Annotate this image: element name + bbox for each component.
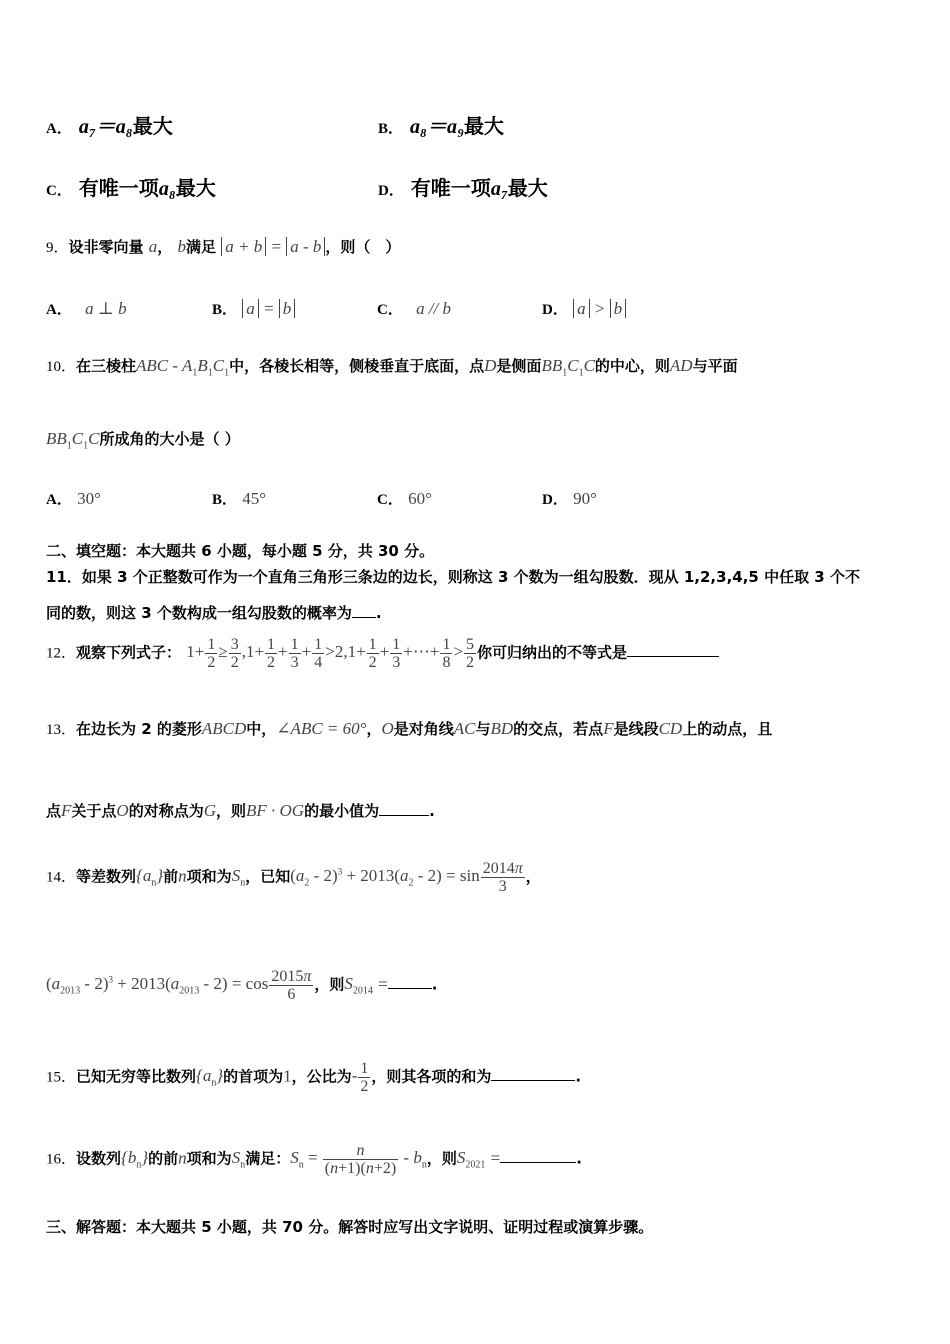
q11-line2: 同的数，则这 3 个数构成一组勾股数的概率为 . [46, 604, 382, 622]
q13-stem-line2: 点F关于点O的对称点为G，则BF · OG的最小值为 . [46, 801, 435, 820]
q15-stem: 15．已知无穷等比数列$\{a_n\}$的首项为1，公比为- $\frac{1}{2}$ ，则其各项的和为 . [46, 1060, 582, 1095]
q16-answer-blank [500, 1148, 576, 1163]
q12-formula: 1+ $\frac{1}{2}$ ≥ $\frac{3}{2}$ ,1+ $\frac{1}{2}$ + $\frac{1}{3}$ + $\frac{1}{4}$ >2,1+ $\frac{1}{2}$ + $\frac{1}{3}$ +⋯+ $\frac{1}{8}$ > $\frac{5}{2}$ [186, 636, 475, 671]
q8-d-expr: a₇ [490, 178, 508, 200]
q9-condition: a + b = a - b [221, 237, 325, 256]
q12-stem: 12．观察下列式子： 1+ $\frac{1}{2}$ ≥ $\frac{3}{2}$ ,1+ $\frac{1}{2}$ + $\frac{1}{3}$ + $\frac{1}{4}$ >2,1+ $\frac{1}{2}$ + $\frac{1}{3}$ +⋯+ $\frac{1}{8}$ > $\frac{5}{2}$ 你可归纳出的不等式是 [46, 636, 719, 671]
q14-equation-2: $(a_{2013} - 2)^3 + 2013(a_{2013} - 2) = \cos$ $\frac{2015\pi}{6}$ [46, 968, 312, 1003]
q10-option-b: B． 45° [212, 489, 267, 508]
q9-option-a: A． a ⊥ b [46, 299, 127, 318]
q8-a-expr: a₇＝a₈ [78, 116, 133, 138]
q16-stem: 16．设数列$\{b_n\}$的前n项和为$S_n$满足：$S_n$ = $\frac{n}{(n+1)(n+2)}$ - $b_n$，则$S_{2021}$ = . [46, 1142, 582, 1177]
q10-option-c: C． 60° [377, 489, 432, 508]
q10-stem: 10．在三棱柱ABC - $A_1B_1C_1$中，各棱长相等，侧棱垂直于底面，点D是侧面$BB_1C_1C$的中心，则AD与平面 [46, 356, 738, 379]
q11-answer-blank [352, 603, 376, 618]
q11-line1: 11．如果 3 个正整数可作为一个直角三角形三条边的边长，则称这 3 个数为一组勾股数．现从 1,2,3,4,5 中任取 3 个不 [46, 568, 860, 586]
q15-answer-blank [491, 1066, 575, 1081]
q10-option-a: A． 30° [46, 489, 101, 508]
q10-option-d: D． 90° [542, 489, 597, 508]
q8-option-b: B． a₈＝a₉最大 [378, 114, 504, 138]
q14-answer-blank [388, 974, 432, 989]
q9-option-c: C． a // b [377, 299, 452, 318]
q14-stem: 14．等差数列$\{a_n\}$前n项和为$S_n$，已知$(a_2 - 2)^3 + 2013(a_2 - 2) = \sin$ $\frac{2014\pi}{3}$ ， [46, 860, 541, 895]
q15-ratio: - $\frac{1}{2}$ [351, 1060, 369, 1095]
q9-option-d: D． a > b [542, 298, 626, 319]
q12-answer-blank [627, 642, 719, 657]
q9-option-b: B． a = b [212, 298, 295, 319]
q14-stem-line2: $(a_{2013} - 2)^3 + 2013(a_{2013} - 2) = \cos$ $\frac{2015\pi}{6}$ ，则$S_{2014}$ = . [46, 968, 438, 1003]
q10-stem-line2: $BB_1C_1C$所成角的大小是（ ） [46, 429, 240, 452]
q8-option-a: A． a₇＝a₈最大 [46, 114, 173, 138]
q8-c-expr: a₈ [158, 178, 176, 200]
q8-option-d: D． 有唯一项a₇最大 [378, 176, 548, 200]
q9-stem: 9．设非零向量 a， b满足 a + b = a - b ，则（ ） [46, 237, 401, 256]
q13-stem: 13．在边长为 2 的菱形ABCD中，∠ABC = 60°，O是对角线AC与BD的交点，若点F是线段CD上的动点，且 [46, 719, 773, 738]
q8-option-c: C． 有唯一项a₈最大 [46, 176, 216, 200]
q13-answer-blank [379, 801, 429, 816]
q8-b-expr: a₈＝a₉ [409, 116, 464, 138]
q16-formula: $S_n$ = $\frac{n}{(n+1)(n+2)}$ - $b_n$ [290, 1142, 427, 1177]
section-2-heading: 二、填空题：本大题共 6 小题，每小题 5 分，共 30 分。 [46, 542, 435, 560]
q14-equation-1: $(a_2 - 2)^3 + 2013(a_2 - 2) = \sin$ $\frac{2014\pi}{3}$ [290, 860, 523, 895]
section-3-heading: 三、解答题：本大题共 5 小题，共 70 分。解答时应写出文字说明、证明过程或演算步骤。 [46, 1218, 654, 1236]
